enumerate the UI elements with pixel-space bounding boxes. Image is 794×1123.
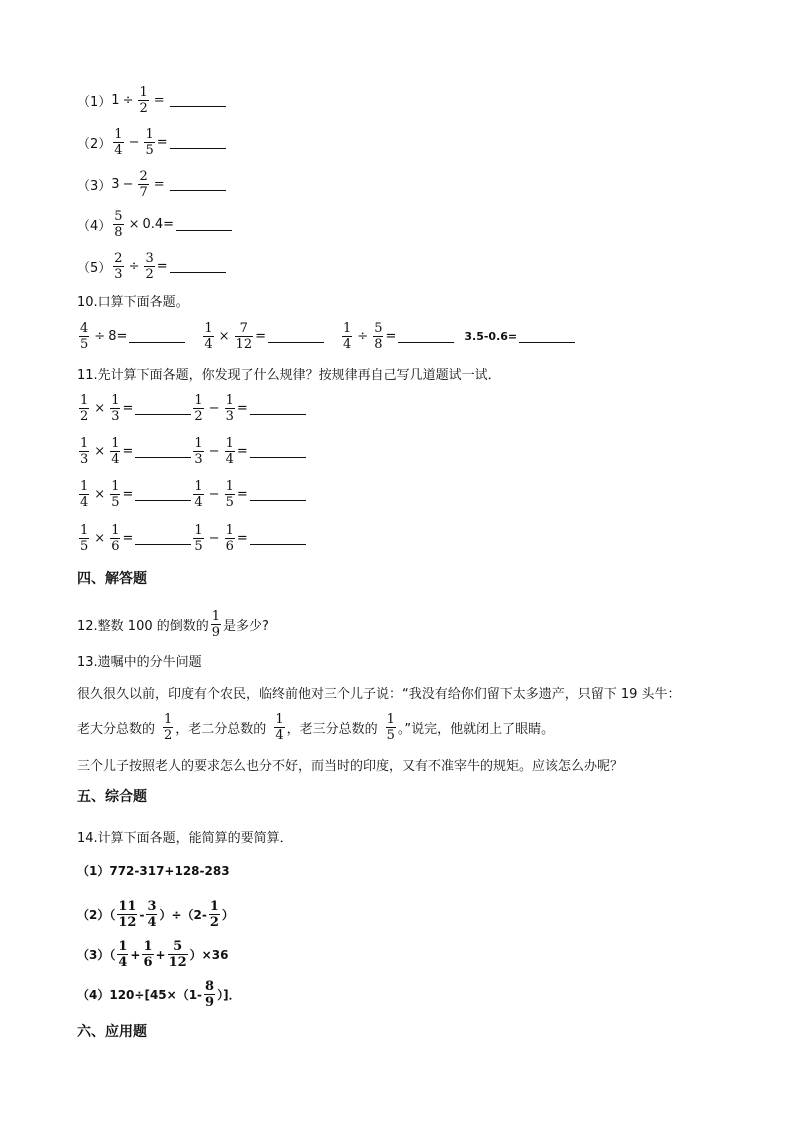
denominator: 3 <box>194 452 203 467</box>
numerator: 3 <box>147 899 157 914</box>
fraction <box>79 524 89 553</box>
expression-text: ）×36 <box>189 948 229 962</box>
answer-blank[interactable] <box>176 218 232 231</box>
paragraph-text: ，老三分总数的 <box>286 722 378 737</box>
number: 1 <box>111 93 120 108</box>
answer-blank[interactable] <box>250 445 306 458</box>
operator: − <box>122 177 134 192</box>
numerator: 2 <box>114 251 123 266</box>
numerator: 1 <box>118 939 128 954</box>
equals: = <box>385 329 397 344</box>
numerator: 1 <box>164 712 173 727</box>
fraction <box>235 322 254 351</box>
numerator: 1 <box>80 479 89 494</box>
fraction <box>138 86 148 115</box>
q13-paragraph-3: 三个儿子按照老人的要求怎么也分不好，而当时的印度，又有不准宰牛的规矩。应该怎么办呢？ <box>77 759 624 774</box>
numerator: 1 <box>80 436 89 451</box>
operator: + <box>155 947 166 962</box>
q14-item-4 <box>77 980 241 1009</box>
expression-text: ）÷（2- <box>159 908 207 922</box>
fraction <box>225 437 235 466</box>
answer-blank[interactable] <box>135 532 191 545</box>
q11-row-2 <box>77 437 306 466</box>
fraction <box>193 524 203 553</box>
fraction <box>144 128 154 157</box>
equals: = <box>236 487 248 502</box>
fraction <box>117 940 128 969</box>
numerator: 1 <box>225 393 234 408</box>
operator: − <box>208 401 220 416</box>
section-heading-4: 四、解答题 <box>77 571 147 587</box>
numerator: 5 <box>173 939 183 954</box>
answer-blank[interactable] <box>135 488 191 501</box>
denominator: 4 <box>80 495 89 510</box>
denominator: 4 <box>204 337 213 352</box>
denominator: 3 <box>114 267 123 282</box>
numerator: 1 <box>225 436 234 451</box>
numerator: 1 <box>111 436 120 451</box>
q11-title: 11.先计算下面各题，你发现了什么规律？按规律再自己写几道题试一试． <box>77 368 501 383</box>
denominator: 5 <box>80 337 89 352</box>
numerator: 1 <box>114 127 123 142</box>
fraction <box>146 900 157 929</box>
equals: = <box>122 487 134 502</box>
equals: = <box>122 444 134 459</box>
operator: ÷ <box>128 259 140 274</box>
fraction <box>373 322 383 351</box>
operator: ÷ <box>94 329 106 344</box>
paragraph-text: ，老二分总数的 <box>175 722 267 737</box>
numerator: 1 <box>143 939 153 954</box>
denominator: 2 <box>209 915 219 930</box>
fraction <box>142 940 153 969</box>
item-label: （3）（ <box>77 948 116 962</box>
denominator: 4 <box>343 337 352 352</box>
fraction <box>79 437 89 466</box>
operator: ÷ <box>357 329 369 344</box>
q9-item-3 <box>77 170 226 199</box>
numerator: 1 <box>111 393 120 408</box>
denominator: 7 <box>139 185 148 200</box>
equals: = <box>236 531 248 546</box>
numerator: 7 <box>239 321 248 336</box>
item-label: （4） <box>77 219 112 234</box>
operator: × <box>94 401 106 416</box>
q14-title: 14.计算下面各题，能简算的要简算． <box>77 831 293 846</box>
denominator: 8 <box>374 337 383 352</box>
operator: − <box>208 487 220 502</box>
denominator: 12 <box>118 915 137 930</box>
fraction <box>274 713 284 742</box>
fraction <box>113 128 123 157</box>
fraction <box>193 480 203 509</box>
fraction <box>113 252 123 281</box>
denominator: 6 <box>225 539 234 554</box>
denominator: 12 <box>168 955 187 970</box>
numerator: 8 <box>205 979 215 994</box>
denominator: 5 <box>225 495 234 510</box>
item-label: （2）（ <box>77 908 116 922</box>
q12 <box>77 610 269 639</box>
answer-blank[interactable] <box>250 532 306 545</box>
numerator: 1 <box>194 393 203 408</box>
equals: = <box>153 93 165 108</box>
numerator: 1 <box>111 479 120 494</box>
numerator: 1 <box>80 393 89 408</box>
numerator: 1 <box>275 712 284 727</box>
q9-item-5 <box>77 252 226 281</box>
operator: × <box>94 531 106 546</box>
denominator: 4 <box>275 728 284 743</box>
denominator: 2 <box>80 409 89 424</box>
equals: = <box>156 259 168 274</box>
fraction <box>209 900 220 929</box>
numerator: 1 <box>225 479 234 494</box>
fraction <box>110 524 120 553</box>
answer-blank[interactable] <box>519 330 575 343</box>
fraction <box>117 900 137 929</box>
fraction <box>211 610 221 639</box>
q11-row-4 <box>77 524 306 553</box>
q9-item-1 <box>77 86 226 115</box>
denominator: 2 <box>145 267 154 282</box>
denominator: 2 <box>139 101 148 116</box>
equals: = <box>156 135 168 150</box>
numerator: 1 <box>111 523 120 538</box>
fraction <box>110 394 120 423</box>
numerator: 1 <box>194 523 203 538</box>
numerator: 1 <box>343 321 352 336</box>
numerator: 11 <box>118 899 137 914</box>
q9-item-4 <box>77 210 232 239</box>
expression-text: ）]． <box>217 988 241 1002</box>
denominator: 4 <box>118 955 128 970</box>
numerator: 1 <box>145 127 154 142</box>
fraction <box>203 322 213 351</box>
operator: × <box>218 329 230 344</box>
denominator: 3 <box>80 452 89 467</box>
q13-paragraph-2 <box>77 713 554 742</box>
numerator: 5 <box>374 321 383 336</box>
fraction <box>113 210 123 239</box>
operator: - <box>139 907 145 922</box>
denominator: 8 <box>114 225 123 240</box>
q10-title: 10.口算下面各题。 <box>77 295 189 310</box>
number: 3 <box>111 177 120 192</box>
q13-paragraph-1: 很久很久以前，印度有个农民，临终前他对三个儿子说：“我没有给你们留下太多遗产，只留下 19 头牛： <box>77 687 681 702</box>
denominator: 4 <box>225 452 234 467</box>
denominator: 9 <box>205 995 215 1010</box>
answer-blank[interactable] <box>170 136 226 149</box>
fraction <box>163 713 173 742</box>
question-text: 是多少? <box>223 619 269 634</box>
item-label: （2） <box>77 137 112 152</box>
denominator: 12 <box>235 337 253 352</box>
denominator: 4 <box>147 915 157 930</box>
paragraph-text: 老大分总数的 <box>77 722 156 737</box>
fraction <box>386 713 396 742</box>
item-label: （1） <box>77 95 112 110</box>
operator: × <box>94 444 106 459</box>
numerator: 1 <box>139 85 148 100</box>
fraction <box>168 940 188 969</box>
denominator: 5 <box>111 495 120 510</box>
numerator: 2 <box>139 169 148 184</box>
denominator: 3 <box>111 409 120 424</box>
denominator: 2 <box>164 728 173 743</box>
number: 8= <box>108 329 128 344</box>
expression-text: ） <box>221 908 234 922</box>
denominator: 4 <box>194 495 203 510</box>
denominator: 6 <box>143 955 153 970</box>
fraction <box>110 480 120 509</box>
fraction <box>79 480 89 509</box>
numerator: 4 <box>80 321 89 336</box>
equals: = <box>153 177 165 192</box>
numerator: 1 <box>194 436 203 451</box>
answer-blank[interactable] <box>129 330 185 343</box>
operator: + <box>130 947 141 962</box>
denominator: 9 <box>211 625 221 640</box>
denominator: 6 <box>111 539 120 554</box>
q14-item-2 <box>77 900 234 929</box>
answer-blank[interactable] <box>268 330 324 343</box>
operator: − <box>208 531 220 546</box>
denominator: 5 <box>194 539 203 554</box>
fraction <box>79 394 89 423</box>
decimal-expression: 3.5-0.6= <box>464 330 518 343</box>
section-heading-6: 六、应用题 <box>77 1024 147 1040</box>
numerator: 1 <box>209 899 219 914</box>
q14-item-1: （1）772-317+128-283 <box>77 864 230 878</box>
q13-title: 13.遗嘱中的分牛问题 <box>77 655 202 670</box>
answer-blank[interactable] <box>135 445 191 458</box>
q10-expressions <box>77 322 575 351</box>
operator: × <box>128 217 140 232</box>
operator: × <box>94 487 106 502</box>
denominator: 5 <box>80 539 89 554</box>
numerator: 1 <box>204 321 213 336</box>
denominator: 5 <box>145 143 154 158</box>
fraction <box>193 394 203 423</box>
q9-item-2 <box>77 128 226 157</box>
fraction <box>225 394 235 423</box>
denominator: 2 <box>194 409 203 424</box>
question-text: 12.整数 100 的倒数的 <box>77 619 209 634</box>
numerator: 1 <box>211 609 221 624</box>
fraction <box>193 437 203 466</box>
operator: − <box>208 444 220 459</box>
operator: − <box>128 135 140 150</box>
denominator: 3 <box>225 409 234 424</box>
numerator: 3 <box>145 251 154 266</box>
q11-row-1 <box>77 394 306 423</box>
equals: = <box>236 444 248 459</box>
answer-blank[interactable] <box>170 94 226 107</box>
numerator: 5 <box>114 209 123 224</box>
answer-blank[interactable] <box>170 260 226 273</box>
equals: = <box>122 531 134 546</box>
numerator: 1 <box>80 523 89 538</box>
item-label: （3） <box>77 179 112 194</box>
section-heading-5: 五、综合题 <box>77 789 147 805</box>
fraction <box>79 322 89 351</box>
item-label: （5） <box>77 261 112 276</box>
answer-blank[interactable] <box>250 488 306 501</box>
fraction <box>110 437 120 466</box>
denominator: 4 <box>114 143 123 158</box>
fraction <box>225 524 235 553</box>
numerator: 1 <box>225 523 234 538</box>
answer-blank[interactable] <box>135 402 191 415</box>
denominator: 4 <box>111 452 120 467</box>
answer-blank[interactable] <box>170 178 226 191</box>
paragraph-text: 。”说完，他就闭上了眼睛。 <box>397 722 555 737</box>
q11-row-3 <box>77 480 306 509</box>
equals: = <box>122 401 134 416</box>
fraction <box>225 480 235 509</box>
numerator: 1 <box>386 712 395 727</box>
equals: = <box>255 329 266 344</box>
number: 0.4= <box>142 217 175 232</box>
fraction <box>144 252 154 281</box>
fraction <box>342 322 352 351</box>
denominator: 5 <box>386 728 395 743</box>
operator: ÷ <box>122 93 134 108</box>
answer-blank[interactable] <box>250 402 306 415</box>
q14-item-3 <box>77 940 228 969</box>
answer-blank[interactable] <box>398 330 454 343</box>
item-label: （4）120÷[45×（1- <box>77 988 203 1002</box>
fraction <box>138 170 148 199</box>
fraction <box>204 980 215 1009</box>
numerator: 1 <box>194 479 203 494</box>
equals: = <box>236 401 248 416</box>
